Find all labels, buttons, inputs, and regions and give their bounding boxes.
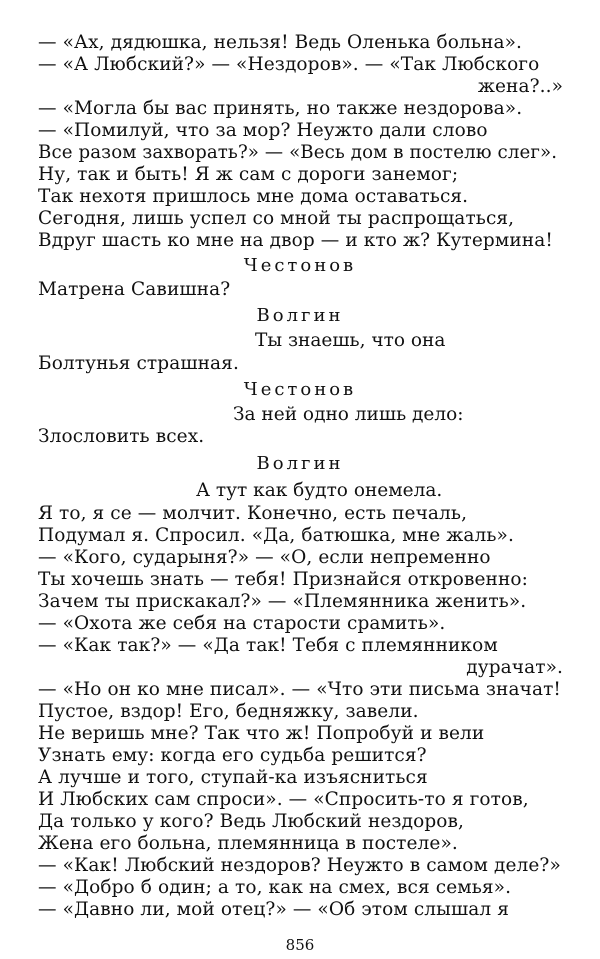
verse-line: — «Как так?» — «Да так! Тебя с племянником bbox=[38, 635, 498, 656]
verse-line: — «Как! Любский нездоров? Неужто в самом деле?» bbox=[38, 855, 561, 876]
verse-line: — «Добро б один; а то, как на смех, вся семья». bbox=[38, 877, 512, 898]
verse-line-indented: А тут как будто онемела. bbox=[196, 480, 443, 501]
verse-line: — «Могла бы вас принять, но также нездорова». bbox=[38, 98, 523, 119]
verse-line: Да только у кого? Ведь Любский нездоров, bbox=[38, 811, 465, 832]
verse-line: А лучше и того, ступай-ка изъясниться bbox=[38, 767, 428, 788]
verse-line: — «Давно ли, мой отец?» — «Об этом слышал я bbox=[38, 899, 510, 920]
verse-line: Так нехотя пришлось мне дома оставаться. bbox=[38, 186, 469, 207]
verse-line-continuation: дурачат». bbox=[466, 657, 563, 678]
verse-line: — «Помилуй, что за мор? Неужто дали слово bbox=[38, 120, 488, 141]
verse-line: — «Ах, дядюшка, нельзя! Ведь Оленька больна». bbox=[38, 32, 522, 53]
verse-line: Жена его больна, племянница в постеле». bbox=[38, 833, 458, 854]
verse-line-indented: За ней одно лишь дело: bbox=[233, 404, 464, 425]
verse-line: Все разом захворать?» — «Весь дом в постелю слег». bbox=[38, 142, 558, 163]
verse-line: Вдруг шасть ко мне на двор — и кто ж? Кутермина! bbox=[38, 230, 553, 251]
verse-line: Ну, так и быть! Я ж сам с дороги занемог; bbox=[38, 164, 459, 185]
speaker-name: Волгин bbox=[256, 453, 344, 474]
verse-line: — «Охота же себя на старости срамить». bbox=[38, 613, 446, 634]
verse-line: Подумал я. Спросил. «Да, батюшка, мне жаль». bbox=[38, 525, 514, 546]
verse-line-continuation: жена?..» bbox=[477, 76, 563, 97]
verse-line: Матрена Савишна? bbox=[38, 279, 231, 300]
speaker-name: Волгин bbox=[256, 305, 344, 326]
page-number: 856 bbox=[285, 936, 315, 954]
verse-line: Злословить всех. bbox=[38, 426, 205, 447]
verse-line: Зачем ты прискакал?» — «Племянника женить». bbox=[38, 591, 527, 612]
verse-line: Сегодня, лишь успел со мной ты распрощаться, bbox=[38, 208, 515, 229]
verse-line: — «А Любский?» — «Нездоров». — «Так Любского bbox=[38, 54, 540, 75]
verse-line: Я то, я се — молчит. Конечно, есть печаль, bbox=[38, 503, 468, 524]
verse-line: И Любских сам спроси». — «Спросить-то я готов, bbox=[38, 789, 529, 810]
verse-line: Пустое, вздор! Его, бедняжку, завели. bbox=[38, 701, 419, 722]
verse-line: — «Кого, сударыня?» — «О, если непременно bbox=[38, 547, 491, 568]
verse-line: Узнать ему: когда его судьба решится? bbox=[38, 745, 427, 766]
verse-line: Ты хочешь знать — тебя! Признайся откровенно: bbox=[38, 569, 528, 590]
verse-line: Не веришь мне? Так что ж! Попробуй и вели bbox=[38, 723, 485, 744]
verse-line-indented: Ты знаешь, что она bbox=[255, 330, 446, 351]
speaker-name: Честонов bbox=[243, 255, 357, 276]
verse-line: Болтунья страшная. bbox=[38, 353, 239, 374]
verse-line: — «Но он ко мне писал». — «Что эти письма значат! bbox=[38, 679, 561, 700]
speaker-name: Честонов bbox=[243, 379, 357, 400]
